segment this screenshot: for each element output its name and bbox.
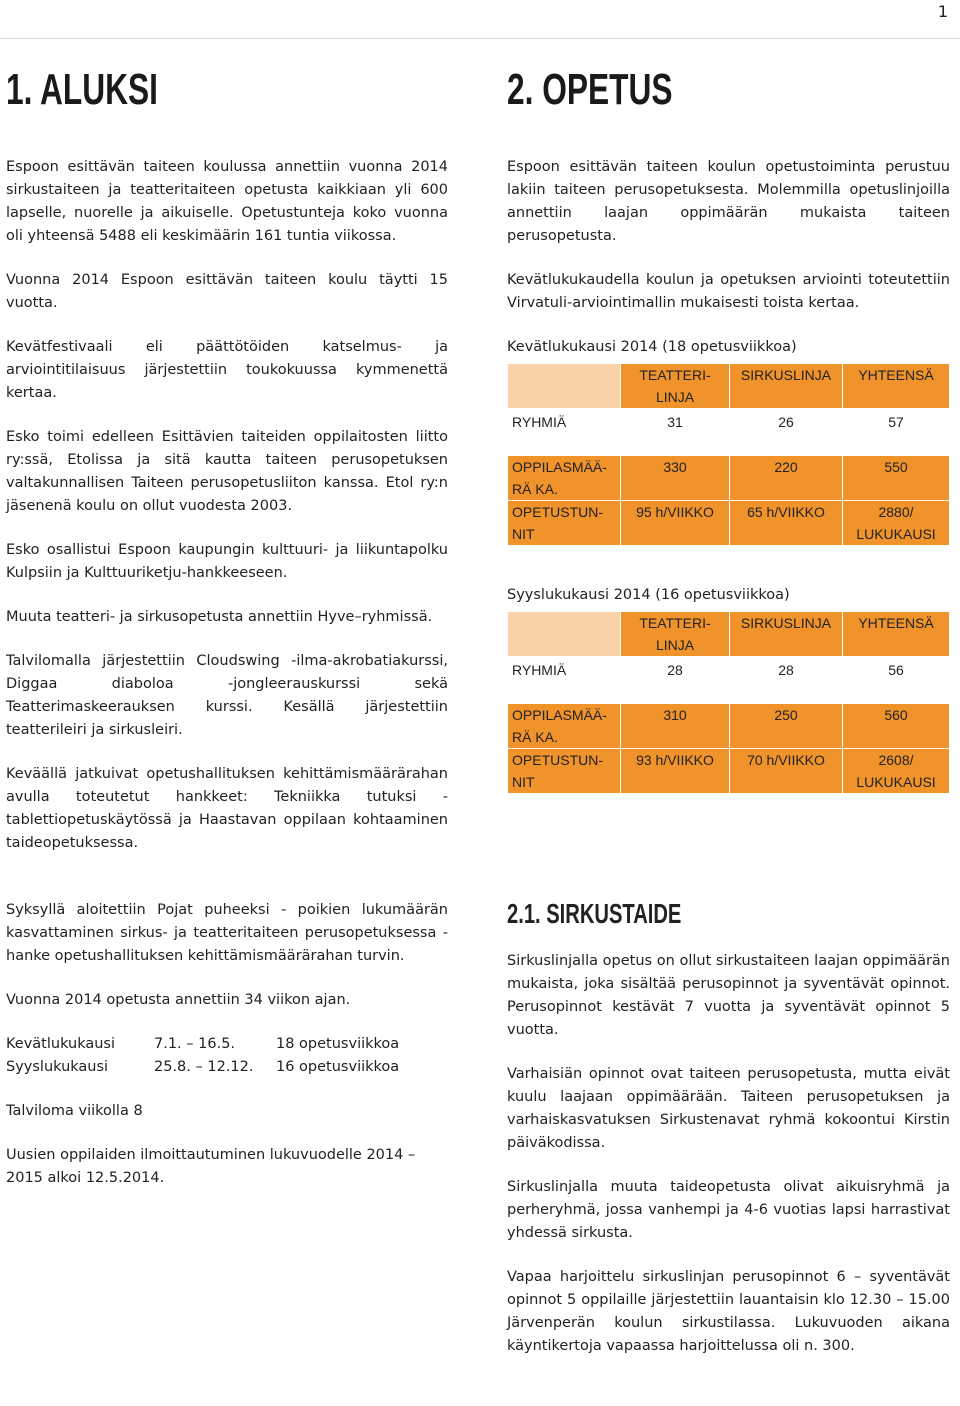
autumn-stats-table bbox=[507, 611, 950, 794]
paragraph: Uusien oppilaiden ilmoittautuminen lukuvuodelle 2014 – 2015 alkoi 12.5.2014. bbox=[6, 1147, 416, 1186]
right-column bbox=[507, 65, 950, 1358]
schedule-weeks: 16 opetusviikkoa bbox=[276, 1059, 400, 1075]
row-label: OPETUSTUN-NIT bbox=[508, 501, 621, 546]
paragraph: Sirkuslinjalla muuta taideopetusta olivat aikuisryhmä ja perheryhmä, jossa vanhempi ja 4-6 vuotias lapsi harrastivat yhdessä sirkusta. bbox=[507, 1179, 950, 1241]
table-cell: 330 bbox=[621, 456, 730, 501]
row-label: RYHMIÄ bbox=[508, 657, 621, 704]
paragraph: Talviloma viikolla 8 bbox=[6, 1103, 143, 1119]
table-cell: 56 bbox=[843, 657, 950, 704]
term-schedule bbox=[6, 1033, 399, 1079]
column-header: SIRKUSLINJA bbox=[730, 612, 843, 657]
page-number: 1 bbox=[937, 2, 948, 21]
table-cell: 310 bbox=[621, 704, 730, 749]
schedule-term: Kevätlukukausi bbox=[6, 1036, 116, 1052]
section-heading-aluksi: 1. ALUKSI bbox=[6, 65, 158, 114]
column-header: TEATTERI-LINJA bbox=[621, 364, 730, 409]
schedule-weeks: 18 opetusviikkoa bbox=[276, 1036, 400, 1052]
table-cell: 250 bbox=[730, 704, 843, 749]
column-header: YHTEENSÄ bbox=[843, 612, 950, 657]
schedule-row bbox=[6, 1033, 399, 1056]
paragraph: Esko toimi edelleen Esittävien taiteiden oppilaitosten liitto ry:ssä, Etolissa ja sitä kautta taiteen perusopetuksen valtakunnallisen Taiteen perusopetusliiton kanssa. Etol ry:n jäsenenä koulu on ollut vuodesta 2003. bbox=[6, 429, 448, 514]
row-label: OPPILASMÄÄ-RÄ KA. bbox=[508, 456, 621, 501]
row-label: RYHMIÄ bbox=[508, 409, 621, 456]
paragraph: Kevätlukukaudella koulun ja opetuksen arviointi toteutettiin Virvatuli-arviointimallin mukaisesti toista kertaa. bbox=[507, 272, 950, 311]
spring-stats-table bbox=[507, 363, 950, 546]
subsection-heading-sirkustaide: 2.1. SIRKUSTAIDE bbox=[507, 898, 682, 929]
paragraph: Keväällä jatkuivat opetushallituksen kehittämismäärärahan avulla toteutetut hankkeet: Tekniikka tutuksi - tablettiopetuskäytössä ja Haastavan oppilaan kohtaaminen taideopetuksessa. bbox=[6, 766, 448, 851]
table-cell: 2880/ LUKUKAUSI bbox=[843, 501, 950, 546]
table-row bbox=[508, 501, 950, 546]
table-row bbox=[508, 456, 950, 501]
left-column bbox=[6, 65, 448, 1190]
table-row bbox=[508, 409, 950, 456]
paragraph: Muuta teatteri- ja sirkusopetusta annettiin Hyve–ryhmissä. bbox=[6, 609, 433, 625]
paragraph: Espoon esittävän taiteen koulussa annettiin vuonna 2014 sirkustaiteen ja teatteritaiteen opetusta kaikkiaan yli 600 lapselle, nuorelle ja aikuiselle. Opetustunteja koko vuonna oli yhteensä 5488 eli keskimäärin 161 tuntia viikossa. bbox=[6, 159, 448, 244]
table-cell: 28 bbox=[730, 657, 843, 704]
schedule-row bbox=[6, 1056, 399, 1079]
table-cell: 560 bbox=[843, 704, 950, 749]
table-row bbox=[508, 749, 950, 794]
table-cell: 220 bbox=[730, 456, 843, 501]
paragraph: Vuonna 2014 opetusta annettiin 34 viikon ajan. bbox=[6, 992, 351, 1008]
table-cell: 95 h/VIIKKO bbox=[621, 501, 730, 546]
table-row bbox=[508, 704, 950, 749]
column-header: TEATTERI-LINJA bbox=[621, 612, 730, 657]
table-cell: 70 h/VIIKKO bbox=[730, 749, 843, 794]
table-cell: 2608/ LUKUKAUSI bbox=[843, 749, 950, 794]
column-header: YHTEENSÄ bbox=[843, 364, 950, 409]
table-header-row bbox=[508, 364, 950, 409]
paragraph: Kevätfestivaali eli päättötöiden katselmus- ja arviointitilaisuus järjestettiin toukokuussa kymmenettä kertaa. bbox=[6, 339, 448, 401]
paragraph: Esko osallistui Espoon kaupungin kulttuuri- ja liikuntapolku Kulpsiin ja Kulttuuriketju-hankkeeseen. bbox=[6, 542, 448, 581]
paragraph: Vapaa harjoittelu sirkuslinjan perusopinnot 6 – syventävät opinnot 5 oppilaille järjestettiin lauantaisin klo 12.30 – 15.00 Järvenperän koulun sirkustilassa. Lukuvuoden aikana käyntikertoja vapaassa harjoittelussa oli n. 300. bbox=[507, 1269, 950, 1354]
table-cell: 26 bbox=[730, 409, 843, 456]
paragraph: Syksyllä aloitettiin Pojat puheeksi - poikien lukumäärän kasvattaminen sirkus- ja teatteritaiteen perusopetuksessa -hanke opetushallituksen kehittämismäärärahan turvin. bbox=[6, 902, 448, 964]
header-rule bbox=[0, 38, 960, 39]
schedule-term: Syyslukukausi bbox=[6, 1059, 109, 1075]
schedule-dates: 7.1. – 16.5. bbox=[154, 1036, 236, 1052]
row-label: OPETUSTUN-NIT bbox=[508, 749, 621, 794]
table-cell: 93 h/VIIKKO bbox=[621, 749, 730, 794]
paragraph: Talvilomalla järjestettiin Cloudswing -ilma-akrobatiakurssi, Diggaa diaboloa -jongleerauskurssi sekä Teatterimaskeerauksen kurssi. Kesällä järjestettiin teatterileiri ja sirkusleiri. bbox=[6, 653, 448, 738]
table-cell: 57 bbox=[843, 409, 950, 456]
row-label: OPPILASMÄÄ-RÄ KA. bbox=[508, 704, 621, 749]
schedule-dates: 25.8. – 12.12. bbox=[154, 1059, 254, 1075]
paragraph: Varhaisiän opinnot ovat taiteen perusopetusta, mutta eivät kuulu laajaan oppimäärään. Taiteen perusopetuksen ja varhaiskasvatuksen Sirkustenavat ryhmä kokoontui Kirstin päiväkodissa. bbox=[507, 1066, 950, 1151]
header-corner-cell bbox=[508, 612, 621, 657]
table-cell: 28 bbox=[621, 657, 730, 704]
table-cell: 31 bbox=[621, 409, 730, 456]
table-header-row bbox=[508, 612, 950, 657]
paragraph: Sirkuslinjalla opetus on ollut sirkustaiteen laajan oppimäärän mukaista, joka sisältää perusopinnot ja syventävät opinnot. Perusopinnot kestävät 7 vuotta ja syventävät opinnot 5 vuotta. bbox=[507, 953, 950, 1038]
table-caption: Kevätlukukausi 2014 (18 opetusviikkoa) bbox=[507, 339, 797, 355]
table-cell: 550 bbox=[843, 456, 950, 501]
table-row bbox=[508, 657, 950, 704]
section-heading-opetus: 2. OPETUS bbox=[507, 65, 673, 114]
column-header: SIRKUSLINJA bbox=[730, 364, 843, 409]
table-cell: 65 h/VIIKKO bbox=[730, 501, 843, 546]
table-caption: Syyslukukausi 2014 (16 opetusviikkoa) bbox=[507, 587, 790, 603]
header-corner-cell bbox=[508, 364, 621, 409]
paragraph: Vuonna 2014 Espoon esittävän taiteen koulu täytti 15 vuotta. bbox=[6, 272, 448, 311]
paragraph: Espoon esittävän taiteen koulun opetustoiminta perustuu lakiin taiteen perusopetuksesta. Molemmilla opetuslinjoilla annettiin laajan oppimäärän mukaista taiteen perusopetusta. bbox=[507, 159, 950, 244]
